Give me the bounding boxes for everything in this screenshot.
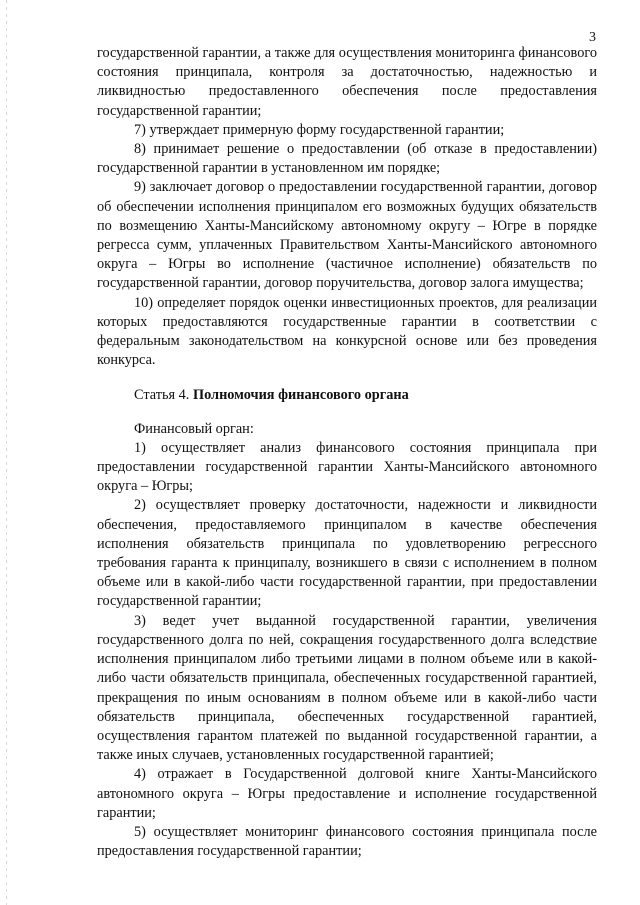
paragraph-item-7: 7) утверждает примерную форму государственной гарантии; — [134, 121, 505, 138]
paragraph-continuation: государственной гарантии, а также для осуществления мониторинга финансового состояния принципала, контроля за достаточностью, надежностью и ликвидностью предоставленного обеспечения после предоставления государственной гарантии; — [97, 45, 597, 119]
paragraph-item-3: 3) ведет учет выданной государственной гарантии, увеличения государственного долга по ней, сокращения государственного долга вследствие исполнения принципалом либо третьими лицами в полном объеме или в какой-либо части обязательств принципала, обеспеченных государственной гарантией, прекращения по иным основаниям в полном объеме или в какой-либо части обязательств принципала, обеспеченных государственной гарантией, осуществления гарантом платежей по выданной государственной гарантии, а также иных случаев, установленных государственной гарантией; — [97, 612, 597, 764]
intro-line: Финансовый орган: — [134, 420, 254, 437]
paragraph-item-2: 2) осуществляет проверку достаточности, надежности и ликвидности обеспечения, предоставляемого принципалом в качестве обеспечения исполнения обязательств принципала по удовлетворению регрессного требования гаранта к принципалу, возникшего в связи с исполнением в полном объеме или в какой-либо части государственной гарантии, при предоставлении государственной гарантии; — [97, 497, 597, 610]
article-prefix: Статья 4. — [134, 387, 193, 404]
article-title: Полномочия финансового органа — [192, 387, 409, 404]
paragraph-item-9: 9) заключает договор о предоставлении государственной гарантии, договор об обеспечении исполнения принципалом его возможных будущих обязательств по возмещению Ханты-Мансийскому автономному округу – Югре в порядке регресса сумм, уплаченных Правительством Ханты-Мансийского автономного округа – Югры во исполнение (частичное исполнение) обязательств по государственной гарантии, договор поручительства, договор залога имущества; — [97, 179, 597, 292]
document-body — [97, 44, 597, 861]
paragraph-item-1: 1) осуществляет анализ финансового состояния принципала при предоставлении государственной гарантии Ханты-Мансийского автономного округа – Югры; — [97, 439, 597, 495]
paragraph-item-8: 8) принимает решение о предоставлении (об отказе в предоставлении) государственной гарантии в установленном им порядке; — [97, 141, 597, 177]
article-heading — [97, 386, 597, 405]
page-number: 3 — [589, 30, 596, 45]
paragraph-item-4: 4) отражает в Государственной долговой книге Ханты-Мансийского автономного округа – Югры предоставление и исполнение государственной гарантии; — [97, 766, 597, 821]
paragraph-item-10: 10) определяет порядок оценки инвестиционных проектов, для реализации которых предоставляются государственные гарантии в соответствии с федеральным законодательством на конкурсной основе или без проведения конкурса. — [97, 294, 597, 369]
paragraph-item-5: 5) осуществляет мониторинг финансового состояния принципала после предоставления государственной гарантии; — [97, 823, 597, 860]
scan-edge-artifact — [6, 0, 7, 905]
